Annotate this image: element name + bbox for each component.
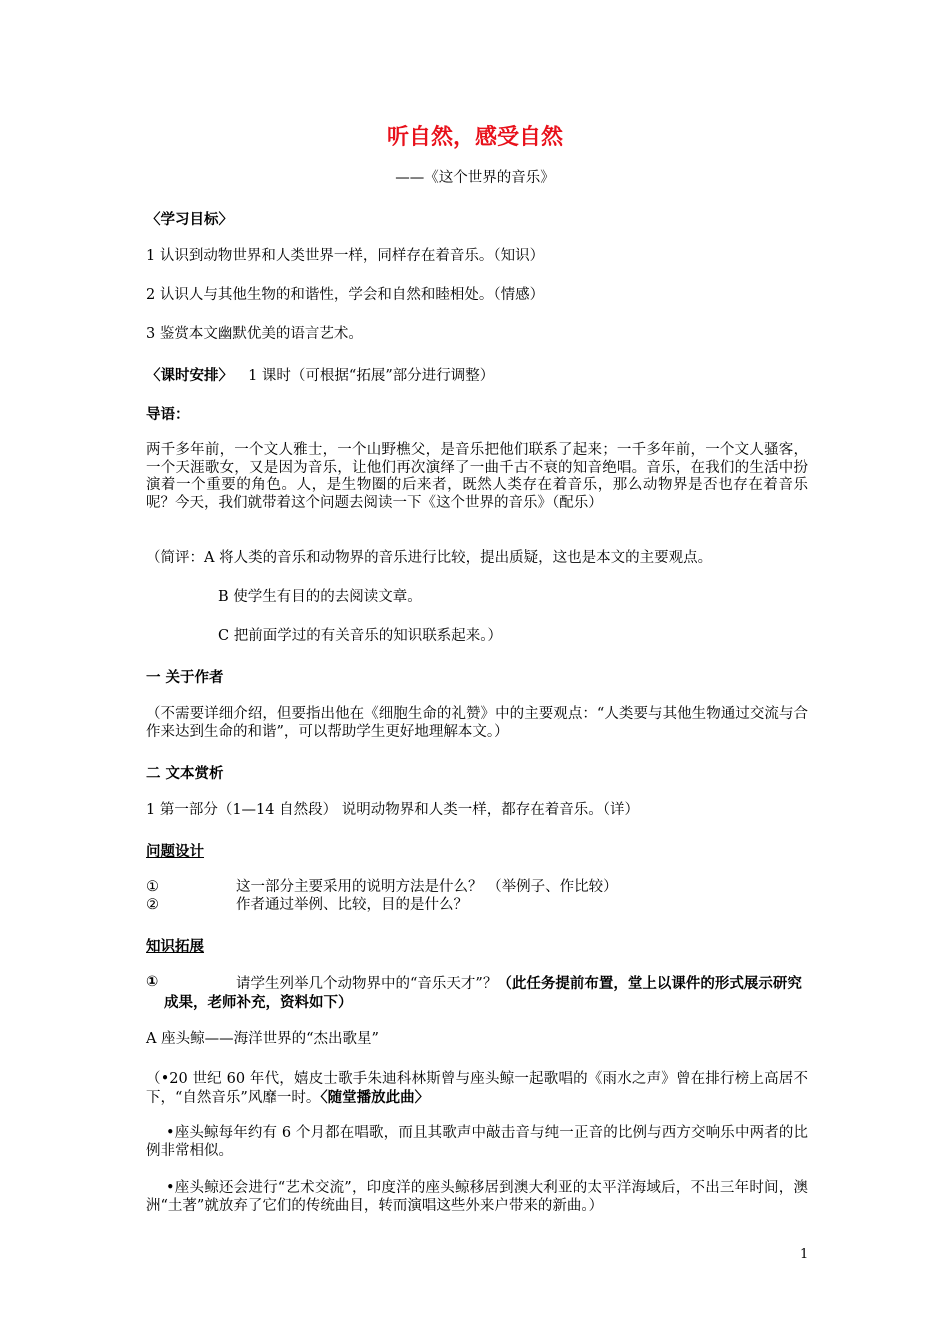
analysis-heading: 二 文本赏析	[146, 766, 224, 782]
question-1-text: 这一部分主要采用的说明方法是什么？ （举例子、作比较）	[236, 879, 618, 895]
schedule-text: 1 课时（可根据“拓展”部分进行调整）	[248, 368, 495, 384]
comment-c: C 把前面学过的有关音乐的知识联系起来。）	[218, 628, 502, 644]
comment-a: （简评：A 将人类的音乐和动物界的音乐进行比较，提出质疑，这也是本文的主要观点。	[146, 550, 713, 566]
question-1-number: ①	[146, 879, 159, 895]
questions-heading: 问题设计	[146, 844, 204, 860]
knowledge-item-1-text	[164, 974, 808, 1012]
goal-item-2: 2 认识人与其他生物的和谐性，学会和自然和睦相处。（情感）	[146, 287, 545, 303]
question-2-text: 作者通过举例、比较，目的是什么？	[236, 897, 468, 913]
whale-paragraph-1-note: 〈随堂播放此曲〉	[320, 1090, 430, 1106]
knowledge-heading: 知识拓展	[146, 939, 204, 955]
schedule-line	[146, 364, 494, 385]
comment-b: B 使学生有目的的去阅读文章。	[218, 589, 422, 605]
author-heading: 一 关于作者	[146, 670, 224, 686]
whale-paragraph-1-text: （•20 世纪 60 年代，嬉皮士歌手朱迪科林斯曾与座头鲸一起歌唱的《雨水之声》曾在排行榜上高居不下，“自然音乐”风靡一时。	[146, 1071, 808, 1106]
intro-paragraph: 两千多年前，一个文人雅士，一个山野樵父，是音乐把他们联系了起来；一千多年前，一个文人骚客，一个天涯歌女，又是因为音乐，让他们再次演绎了一曲千古不衰的知音绝唱。音乐，在我们的生活中扮演着一个重要的角色。人，是生物圈的后来者，既然人类存在着音乐，那么动物界是否也存在着音乐呢？今天，我们就带着这个问题去阅读一下《这个世界的音乐》（配乐）	[146, 442, 808, 511]
intro-heading: 导语：	[146, 407, 190, 423]
knowledge-item-1-note: （此任务提前布置，堂上以课件的形式展示研究成果，老师补充，资料如下）	[164, 976, 802, 1011]
goal-item-1: 1 认识到动物世界和人类世界一样，同样存在着音乐。（知识）	[146, 248, 545, 264]
author-paragraph: （不需要详细介绍，但要指出他在《细胞生命的礼赞》中的主要观点：“人类要与其他生物通过交流与合作来达到生命的和谐”，可以帮助学生更好地理解本文。）	[146, 706, 808, 740]
schedule-heading: 〈课时安排〉	[146, 368, 233, 384]
whale-heading: A 座头鲸——海洋世界的“杰出歌星”	[146, 1031, 379, 1047]
page-number: 1	[800, 1247, 809, 1262]
question-2-number: ②	[146, 897, 159, 913]
whale-paragraph-1	[146, 1069, 808, 1107]
page-title: 听自然，感受自然	[386, 125, 563, 150]
whale-paragraph-3: •座头鲸还会进行“艺术交流”，印度洋的座头鲸移居到澳大利亚的太平洋海域后，不出三年时间，澳洲“土著”就放弃了它们的传统曲目，转而演唱这些外来户带来的新曲。）	[146, 1180, 808, 1214]
knowledge-item-1-number: ①	[146, 974, 159, 990]
whale-paragraph-2: •座头鲸每年约有 6 个月都在唱歌，而且其歌声中敲击音与纯一正音的比例与西方交响乐中两者的比例非常相似。	[146, 1125, 808, 1159]
goals-heading: 〈学习目标〉	[146, 212, 233, 228]
knowledge-item-1-question: 请学生列举几个动物界中的“音乐天才”？	[236, 976, 498, 992]
part-one-line: 1 第一部分（1—14 自然段） 说明动物界和人类一样，都存在着音乐。（详）	[146, 802, 639, 818]
goal-item-3: 3 鉴赏本文幽默优美的语言艺术。	[146, 326, 363, 342]
page-subtitle: ——《这个世界的音乐》	[395, 170, 555, 186]
